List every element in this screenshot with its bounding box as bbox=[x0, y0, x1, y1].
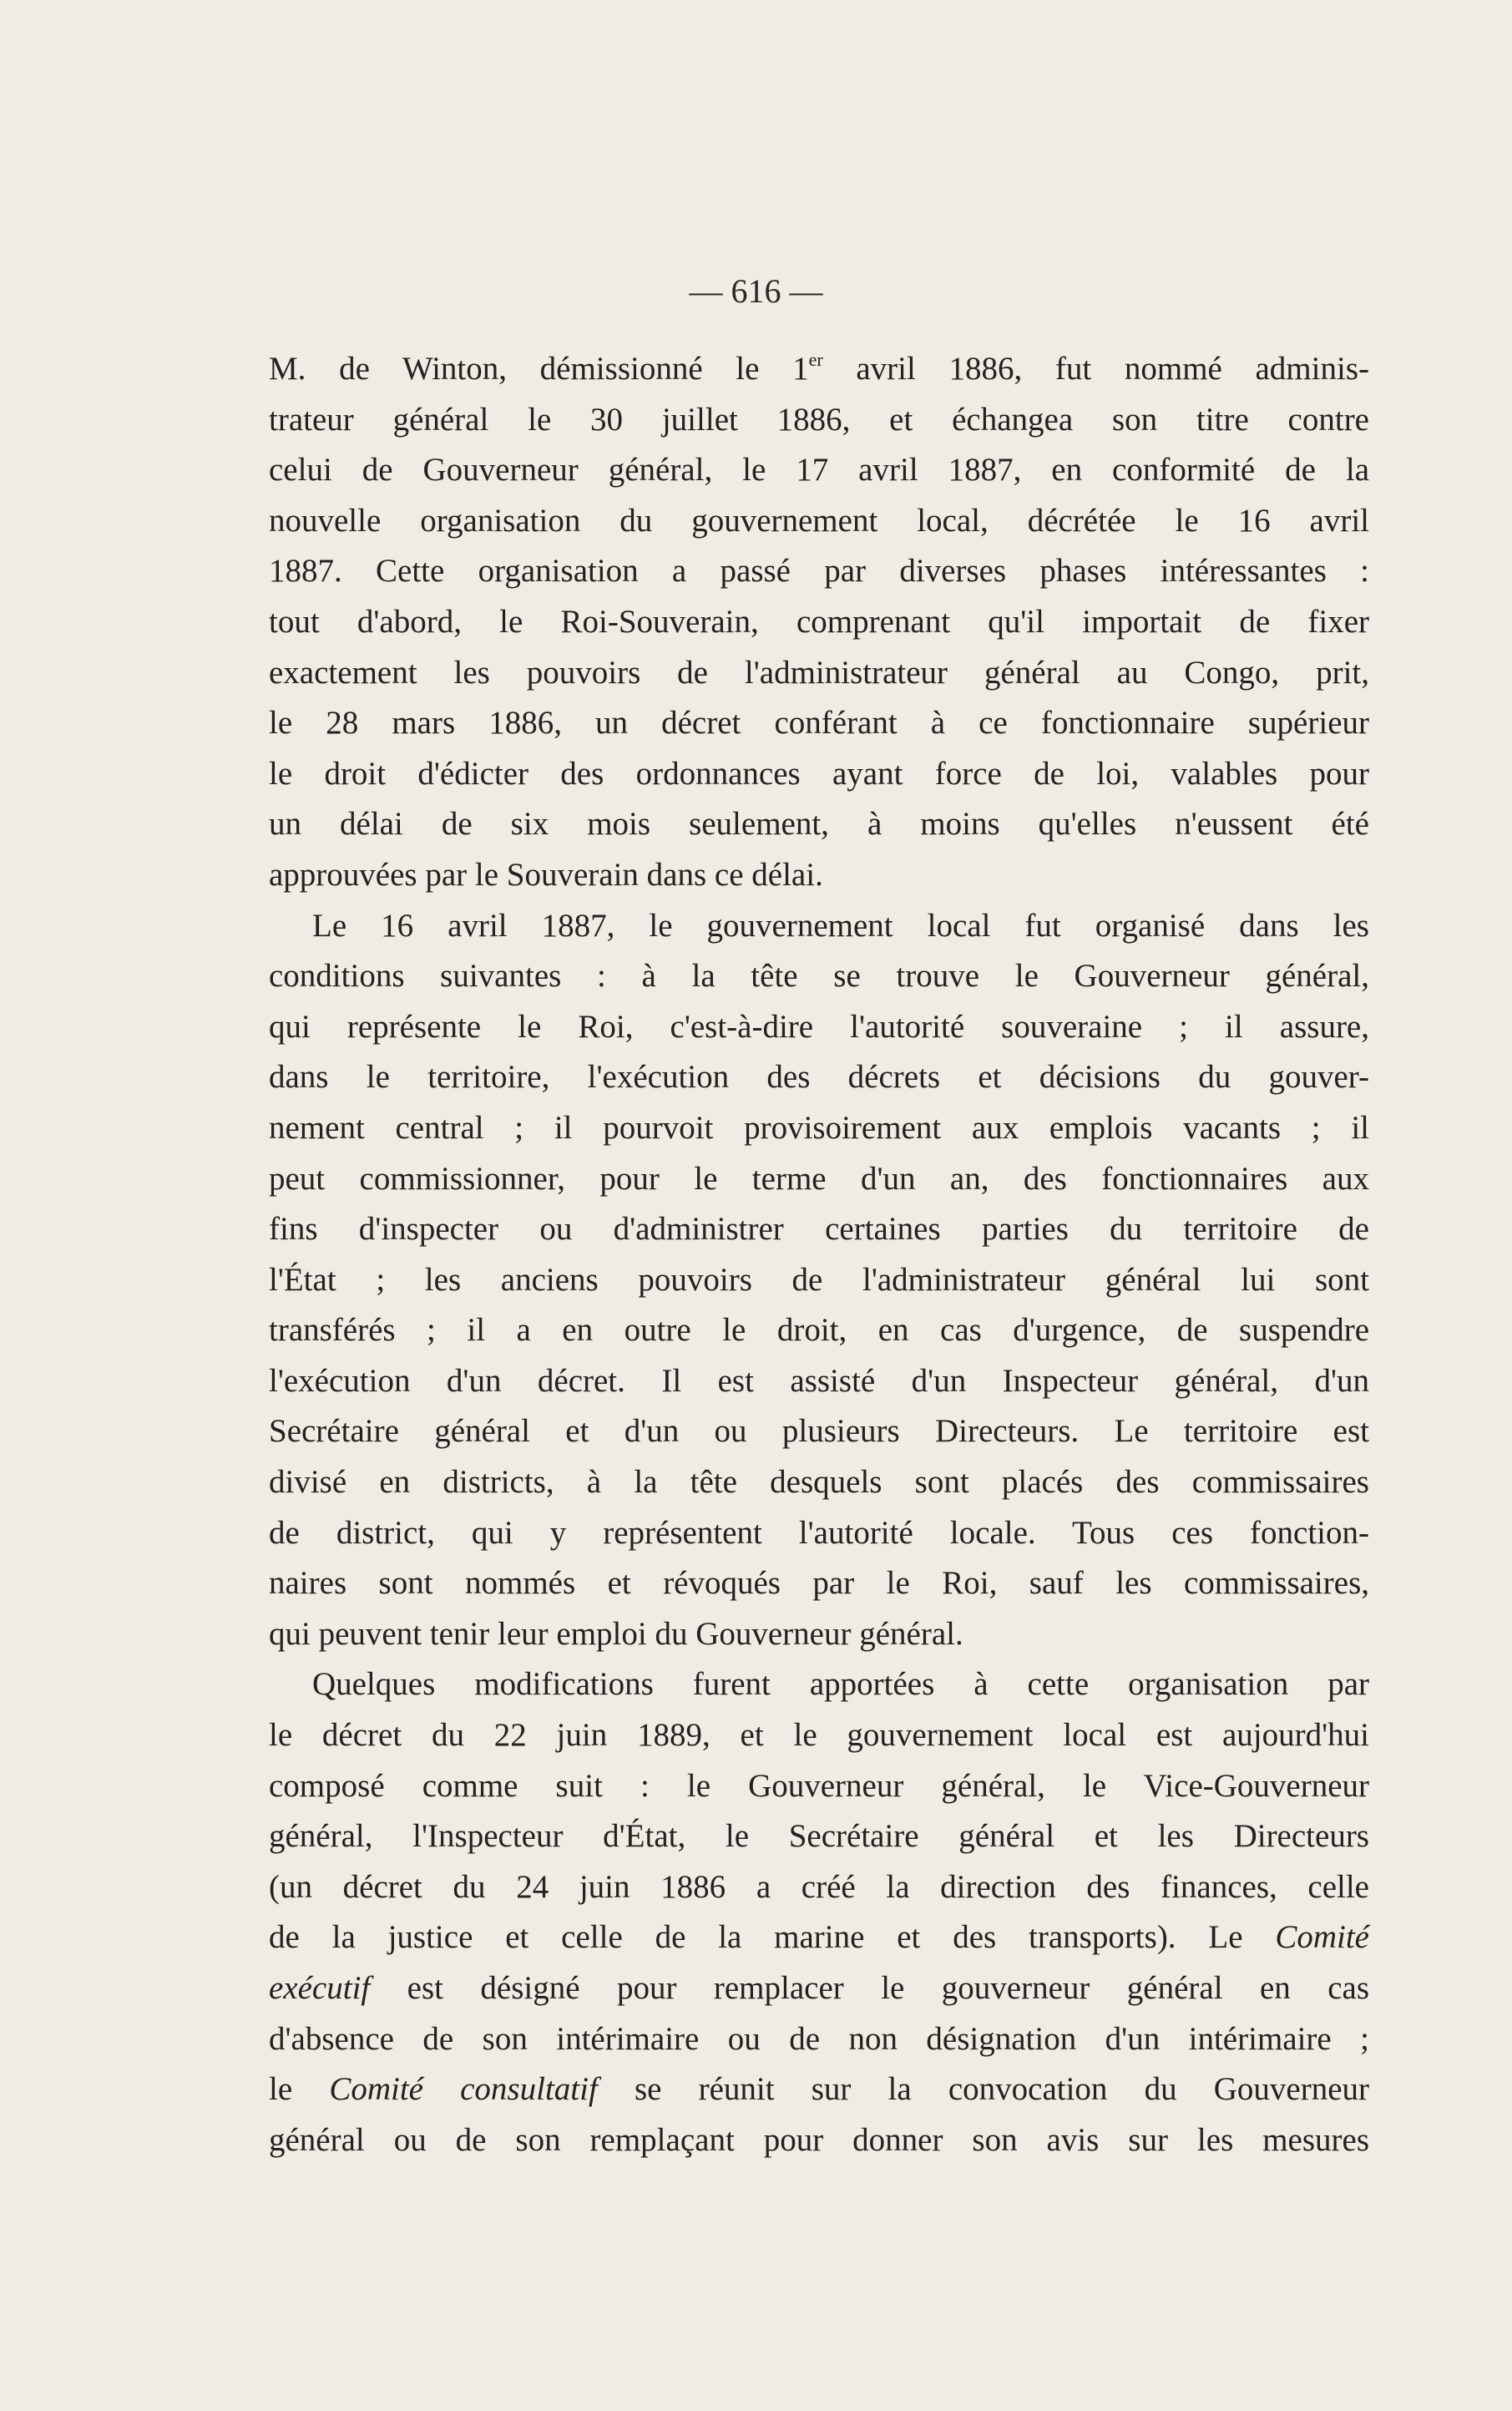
page-number: — 616 — bbox=[689, 272, 823, 310]
text-line: le 28 mars 1886, un décret conférant à ce fonctionnaire supérieur bbox=[269, 705, 1369, 742]
text-line: Secrétaire général et d'un ou plusieurs Directeurs. Le territoire est bbox=[269, 1413, 1369, 1450]
text-line: l'exécution d'un décret. Il est assisté d'un Inspecteur général, d'un bbox=[269, 1362, 1369, 1399]
superscript: er bbox=[808, 349, 823, 370]
text-line: général ou de son remplaçant pour donner son avis sur les mesures bbox=[269, 2121, 1369, 2158]
text-line: qui peuvent tenir leur emploi du Gouverneur général. bbox=[269, 1615, 963, 1652]
text-line: le droit d'édicter des ordonnances ayant force de loi, valables pour bbox=[269, 755, 1369, 792]
text-line: un délai de six mois seulement, à moins qu'elles n'eussent été bbox=[269, 806, 1369, 843]
text-line: approuvées par le Souverain dans ce délai. bbox=[269, 856, 823, 893]
text-line: exécutif est désigné pour remplacer le gouverneur général en cas bbox=[269, 1970, 1369, 2006]
text-line: fins d'inspecter ou d'administrer certaines parties du territoire de bbox=[269, 1211, 1369, 1248]
text-line: peut commissionner, pour le terme d'un an, des fonctionnaires aux bbox=[269, 1160, 1369, 1197]
text-line: Quelques modifications furent apportées à cette organisation par bbox=[312, 1666, 1369, 1703]
text-line: composé comme suit : le Gouverneur général, le Vice-Gouverneur bbox=[269, 1767, 1369, 1804]
text-line: le décret du 22 juin 1889, et le gouvernement local est aujourd'hui bbox=[269, 1717, 1369, 1754]
italic-term: Comité consultatif bbox=[329, 2071, 598, 2108]
paragraph-1 bbox=[269, 344, 1369, 901]
text-line: (un décret du 24 juin 1886 a créé la direction des finances, celle bbox=[269, 1868, 1369, 1905]
italic-term: Comité bbox=[1275, 1919, 1369, 1956]
paragraph-2 bbox=[269, 901, 1369, 1660]
text-line: tout d'abord, le Roi-Souverain, comprenant qu'il importait de fixer bbox=[269, 603, 1369, 640]
paragraph-3 bbox=[269, 1659, 1369, 2165]
body-text bbox=[269, 344, 1369, 2165]
text-line: d'absence de son intérimaire ou de non désignation d'un intérimaire ; bbox=[269, 2020, 1369, 2057]
text-line: transférés ; il a en outre le droit, en cas d'urgence, de suspendre bbox=[269, 1312, 1369, 1349]
text-line: exactement les pouvoirs de l'administrateur général au Congo, prit, bbox=[269, 654, 1369, 691]
text-line: dans le territoire, l'exécution des décrets et décisions du gouver- bbox=[269, 1059, 1369, 1096]
text-line: qui représente le Roi, c'est-à-dire l'autorité souveraine ; il assure, bbox=[269, 1008, 1369, 1045]
text-line: naires sont nommés et révoqués par le Roi, sauf les commissaires, bbox=[269, 1565, 1369, 1602]
text-line: trateur général le 30 juillet 1886, et échangea son titre contre bbox=[269, 401, 1369, 438]
text-line: nement central ; il pourvoit provisoirement aux emplois vacants ; il bbox=[269, 1109, 1369, 1146]
text-line: celui de Gouverneur général, le 17 avril 1887, en conformité de la bbox=[269, 452, 1369, 489]
text-line: l'État ; les anciens pouvoirs de l'administrateur général lui sont bbox=[269, 1261, 1369, 1298]
italic-term: exécutif bbox=[269, 1970, 371, 2006]
text-line: de district, qui y représentent l'autorité locale. Tous ces fonction- bbox=[269, 1514, 1369, 1551]
text-line: de la justice et celle de la marine et des transports). Le Comité bbox=[269, 1919, 1369, 1956]
text-line: divisé en districts, à la tête desquels sont placés des commissaires bbox=[269, 1464, 1369, 1501]
text-line: Le 16 avril 1887, le gouvernement local fut organisé dans les bbox=[312, 907, 1369, 944]
text-line: conditions suivantes : à la tête se trouve le Gouverneur général, bbox=[269, 958, 1369, 995]
text-line: le Comité consultatif se réunit sur la convocation du Gouverneur bbox=[269, 2071, 1369, 2108]
text-line: 1887. Cette organisation a passé par diverses phases intéressantes : bbox=[269, 553, 1369, 590]
text-line: M. de Winton, démissionné le 1er avril 1886, fut nommé adminis- bbox=[269, 349, 1369, 387]
text-line: général, l'Inspecteur d'État, le Secrétaire général et les Directeurs bbox=[269, 1818, 1369, 1855]
text-line: nouvelle organisation du gouvernement local, décrétée le 16 avril bbox=[269, 502, 1369, 539]
